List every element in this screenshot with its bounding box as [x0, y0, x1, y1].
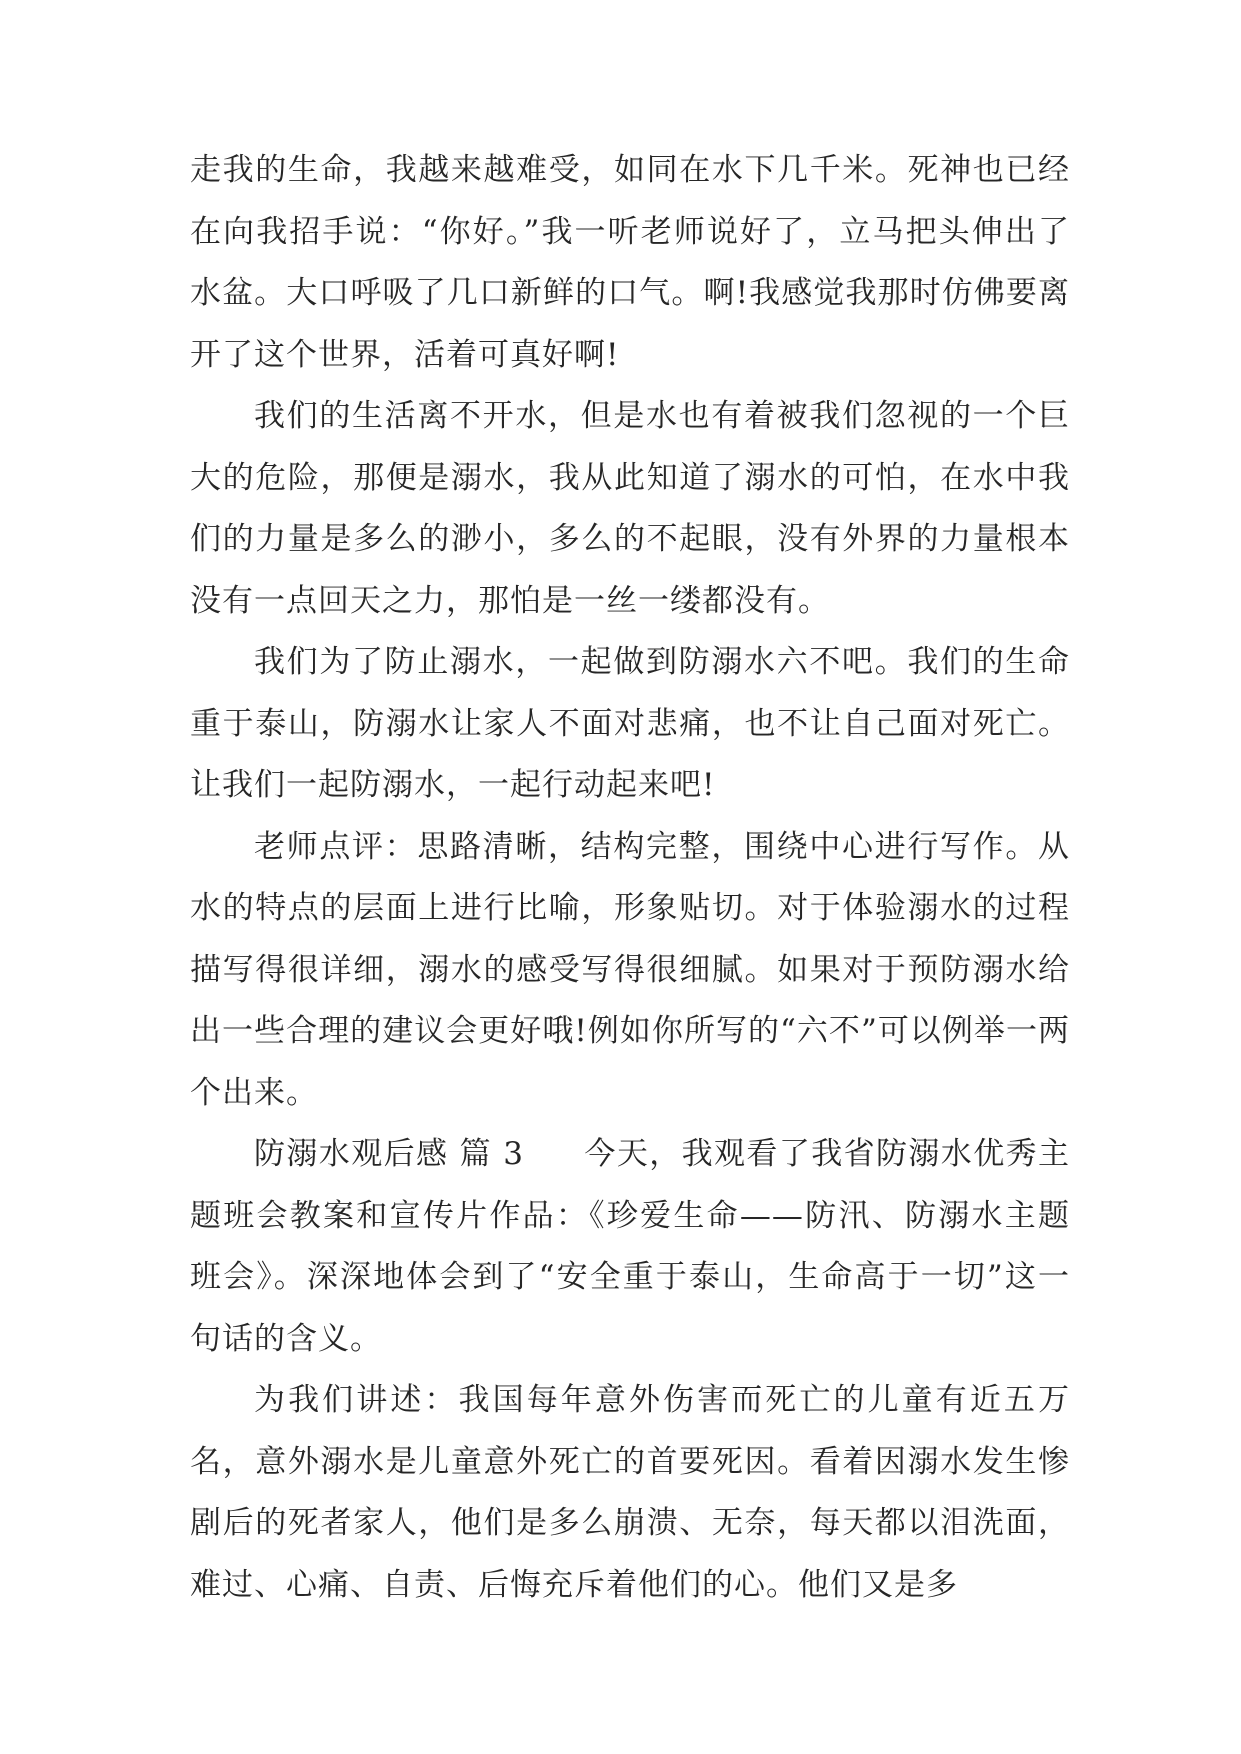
section-heading: 防溺水观后感 篇 3 — [254, 1136, 525, 1172]
section-3-text: 今天，我观看了我省防溺水优秀主题班会教案和宣传片作品：《珍爱生命——防汛、防溺水主题班会》。深深地体会到了“安全重于泰山，生命高于一切”这一句话的含义。 — [190, 1136, 1071, 1357]
paragraph-3: 我们为了防止溺水，一起做到防溺水六不吧。我们的生命重于泰山，防溺水让家人不面对悲痛，也不让自己面对死亡。让我们一起防溺水，一起行动起来吧! — [190, 644, 1070, 803]
document-body — [190, 140, 1070, 1616]
paragraph-1: 走我的生命，我越来越难受，如同在水下几千米。死神也已经在向我招手说：“你好。”我一听老师说好了，立马把头伸出了水盆。大口呼吸了几口新鲜的口气。啊!我感觉我那时仿佛要离开了这个世界，活着可真好啊! — [190, 152, 1070, 373]
paragraph-6: 为我们讲述：我国每年意外伤害而死亡的儿童有近五万名，意外溺水是儿童意外死亡的首要死因。看着因溺水发生惨剧后的死者家人，他们是多么崩溃、无奈，每天都以泪洗面，难过、心痛、自责、后悔充斥着他们的心。他们又是多 — [190, 1382, 1070, 1603]
paragraph-2: 我们的生活离不开水，但是水也有着被我们忽视的一个巨大的危险，那便是溺水，我从此知道了溺水的可怕，在水中我们的力量是多么的渺小，多么的不起眼，没有外界的力量根本没有一点回天之力，那怕是一丝一缕都没有。 — [190, 398, 1070, 619]
paragraph-section-3 — [190, 1124, 1070, 1370]
paragraph-teacher-comment: 老师点评：思路清晰，结构完整，围绕中心进行写作。从水的特点的层面上进行比喻，形象贴切。对于体验溺水的过程描写得很详细，溺水的感受写得很细腻。如果对于预防溺水给出一些合理的建议会更好哦!例如你所写的“六不”可以例举一两个出来。 — [190, 828, 1070, 1111]
